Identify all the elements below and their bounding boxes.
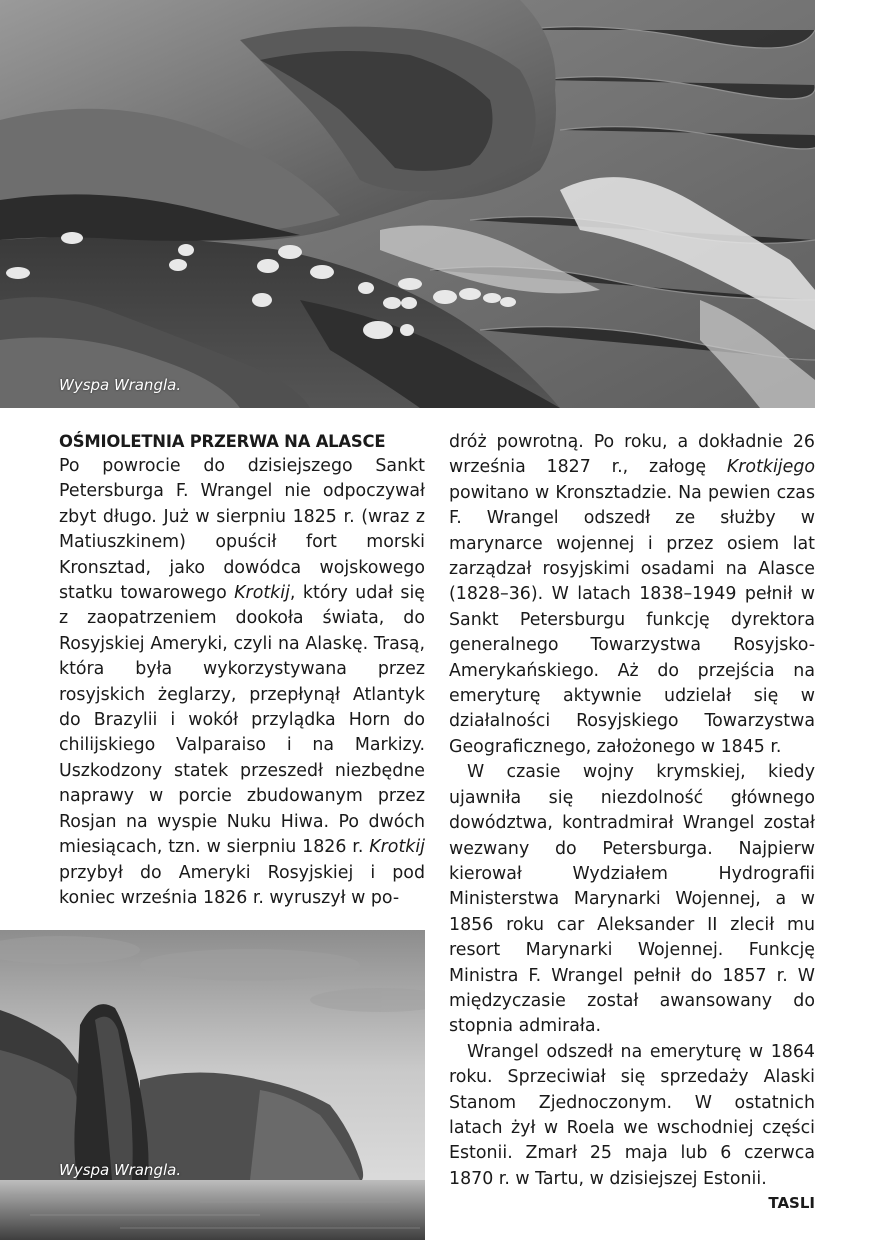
article-paragraph: Wrangel odszedł na emeryturę w 1864 roku. Sprzeciwiał się sprzedaży Alaski Stanom Zjednoczonym. W ostatnich latach żył w Roela we wschodniej części Estonii. Zmarł 25 maja lub 6 czerwca 1870 r. w Tartu, w dzisiejszej Estonii. xyxy=(449,1041,815,1189)
bottom-photo-caption: Wyspa Wrangla. xyxy=(59,1161,182,1179)
top-photo-caption: Wyspa Wrangla. xyxy=(59,376,182,394)
article-paragraph: W czasie wojny krymskiej, kiedy ujawniła się niezdolność głównego dowództwa, kontradmirał Wrangel został wezwany do Petersburga. Najpierw kierował Wydziałem Hydrografii Ministerstwa Marynarki Wojennej, a w 1856 roku car Aleksander II zlecił mu resort Marynarki Wojennej. Funkcję Ministra F. Wrangel pełnił do 1857 r. W międzyczasie został awansowany do stopnia admirała. xyxy=(449,762,815,1037)
ship-name: Krotkij xyxy=(234,583,290,604)
wrangel-island-cliff-image xyxy=(0,0,815,408)
article-heading: OŚMIOLETNIA PRZERWA NA ALASCE xyxy=(59,432,386,451)
top-photo xyxy=(0,0,815,408)
ship-name: Krotkijego xyxy=(726,457,815,478)
text-run: przybył do Ameryki Rosyjskiej i pod koniec września 1826 r. wyruszył w po- xyxy=(59,862,425,908)
article-paragraph xyxy=(59,454,425,911)
wrangel-island-coast-image xyxy=(0,930,425,1240)
ship-name: Krotkij xyxy=(369,837,425,858)
article-column-right xyxy=(449,430,815,1214)
article-paragraph xyxy=(449,430,815,760)
author-signature: TASLI xyxy=(768,1194,815,1213)
text-run: , który udał się z zaopatrzeniem dookoła świata, do Rosyjskiej Ameryki, czyli na Alaskę. Trasą, która była wykorzystywana przez rosyjskich żeglarzy, przepłynął Atlantyk do Brazylii i wokół przylądka Horn do chilijskiego Valparaiso i na Markizy. Uszkodzony statek przeszedł niezbędne naprawy w porcie zbudowanym przez Rosjan na wyspie Nuku Hiwa. Po dwóch miesiącach, tzn. w sierpniu 1826 r. xyxy=(59,583,425,858)
text-run: dróż powrotną. Po roku, a dokładnie 26 września 1827 r., załogę xyxy=(449,432,815,478)
text-run: powitano w Kronsztadzie. Na pewien czas F. Wrangel odszedł ze służby w marynarce wojennej i przez osiem lat zarządzał rosyjskimi osadami na Alasce (1828–36). W latach 1838–1949 pełnił w Sankt Petersburgu funkcję dyrektora generalnego Towarzystwa Rosyjsko-Amerykańskiego. Aż do przejścia na emeryturę aktywnie udzielał się w działalności Rosyjskiego Towarzystwa Geograficznego, założonego w 1845 r. xyxy=(449,482,815,757)
text-run: Po powrocie do dzisiejszego Sankt Petersburga F. Wrangel nie odpoczywał zbyt długo. Już w sierpniu 1825 r. (wraz z Matiuszkinem) opuścił fort morski Kronsztad, jako dowódca wojskowego statku towarowego xyxy=(59,456,425,604)
article-column-left xyxy=(59,430,425,911)
bottom-photo xyxy=(0,930,425,1240)
